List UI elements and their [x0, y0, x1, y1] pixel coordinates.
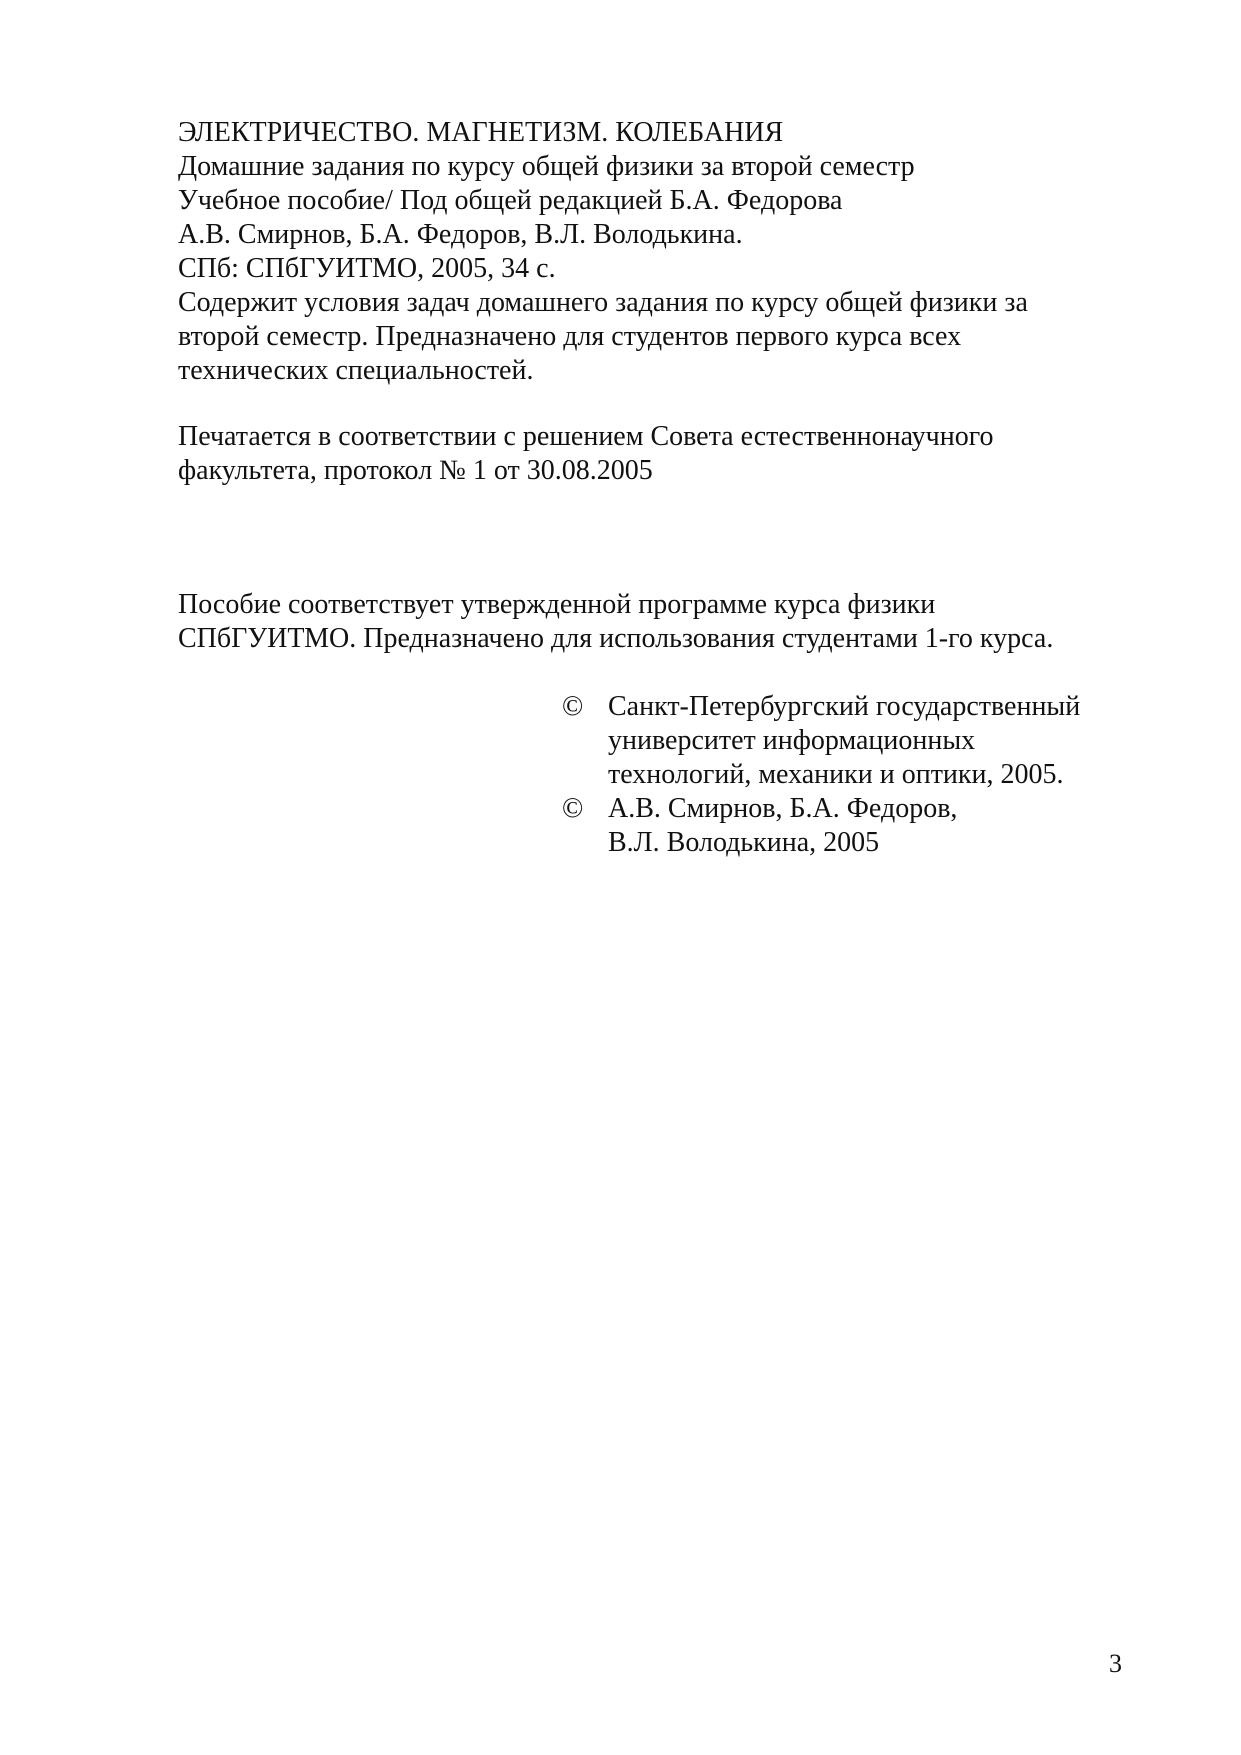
page-number: 3	[1109, 1649, 1122, 1678]
approval-line: Печатается в соответствии с решением Совета естественнонаучного	[178, 421, 994, 452]
copyright-line: А.В. Смирнов, Б.А. Федоров,	[608, 793, 958, 824]
copyright-line: технологий, механики и оптики, 2005.	[608, 759, 1064, 790]
approval-line: факультета, протокол № 1 от 30.08.2005	[178, 455, 653, 486]
authors-line: А.В. Смирнов, Б.А. Федоров, В.Л. Володькина.	[178, 219, 743, 250]
publisher-line: СПб: СПбГУИТМО, 2005, 34 с.	[178, 253, 556, 284]
summary-line: Содержит условия задач домашнего задания по курсу общей физики за	[178, 287, 1028, 318]
compliance-line: СПбГУИТМО. Предназначено для использования студентами 1-го курса.	[178, 623, 1054, 654]
copyright-line: Санкт-Петербургский государственный	[608, 691, 1081, 722]
summary-line: второй семестр. Предназначено для студентов первого курса всех	[178, 321, 962, 352]
copyright-symbol: ©	[562, 691, 584, 722]
book-subtitle: Домашние задания по курсу общей физики за второй семестр	[178, 151, 915, 182]
copyright-line: университет информационных	[608, 725, 976, 756]
summary-line: технических специальностей.	[178, 355, 534, 386]
edition-line: Учебное пособие/ Под общей редакцией Б.А. Федорова	[178, 185, 843, 216]
book-title: ЭЛЕКТРИЧЕСТВО. МАГНЕТИЗМ. КОЛЕБАНИЯ	[178, 117, 784, 148]
copyright-line: В.Л. Володькина, 2005	[608, 827, 880, 858]
compliance-line: Пособие соответствует утвержденной программе курса физики	[178, 589, 936, 620]
copyright-symbol: ©	[562, 793, 584, 824]
